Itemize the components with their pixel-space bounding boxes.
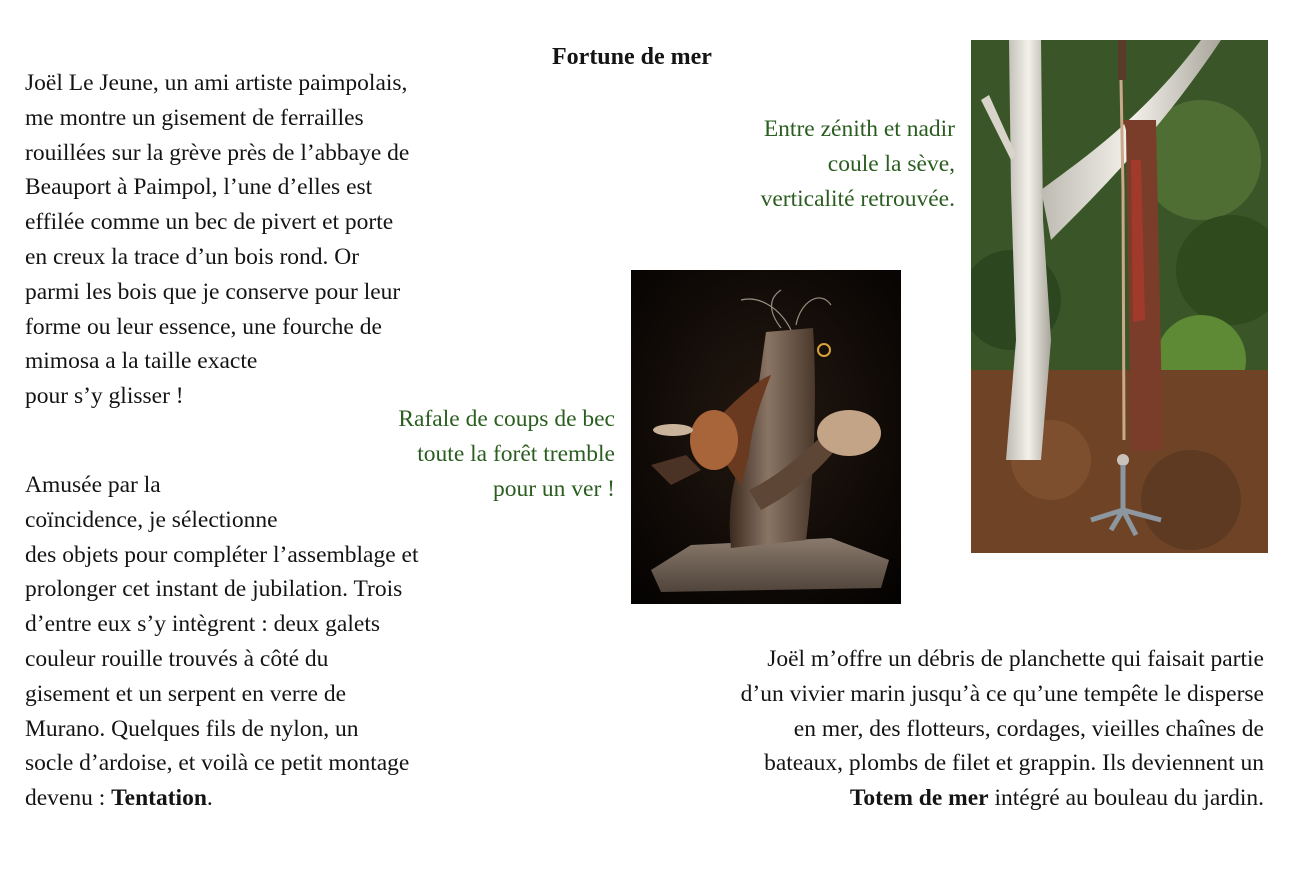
text-line: parmi les bois que je conserve pour leur — [25, 278, 401, 305]
haiku-woodpecker — [398, 402, 615, 507]
text-line: me montre un gisement de ferrailles — [25, 104, 364, 131]
text-line: socle d’ardoise, et voilà ce petit montage — [25, 750, 410, 777]
text-line: coïncidence, je sélectionne — [25, 506, 278, 533]
tentation-paragraph — [25, 468, 419, 816]
intro-paragraph — [25, 66, 409, 414]
text-line: mimosa a la taille exacte — [25, 348, 258, 375]
text-line: Amusée par la — [25, 472, 161, 498]
sculpture-photo — [631, 270, 901, 604]
artwork-name-totem: Totem de mer — [849, 785, 989, 812]
text-fragment: . — [206, 785, 213, 812]
page-title: Fortune de mer — [552, 44, 712, 70]
text-fragment: intégré au bouleau du jardin. — [988, 785, 1264, 812]
text-line: couleur rouille trouvés à côté du — [25, 645, 329, 672]
haiku-line: Rafale de coups de bec — [398, 406, 615, 432]
text-line: en creux la trace d’un bois rond. Or — [25, 243, 360, 270]
text-line: d’un vivier marin jusqu’à ce qu’une tempête le disperse — [740, 680, 1264, 707]
text-line: bateaux, plombs de filet et grappin. Ils deviennent un — [764, 750, 1264, 777]
totem-illustration — [971, 40, 1268, 553]
text-line: des objets pour compléter l’assemblage et — [25, 541, 419, 568]
text-line: gisement et un serpent en verre de — [25, 680, 347, 707]
text-line: Murano. Quelques fils de nylon, un — [25, 715, 359, 742]
text-line: Beauport à Paimpol, l’une d’elles est — [25, 174, 373, 201]
totem-paragraph — [741, 642, 1264, 816]
text-line: Joël m’offre un débris de planchette qui faisait partie — [767, 646, 1264, 672]
text-line: pour s’y glisser ! — [25, 383, 184, 410]
text-line-final — [741, 781, 1264, 816]
text-line: prolonger cet instant de jubilation. Trois — [25, 576, 403, 603]
haiku-line: Entre zénith et nadir — [763, 116, 955, 142]
totem-photo — [971, 40, 1268, 553]
text-line: en mer, des flotteurs, cordages, vieilles chaînes de — [793, 715, 1264, 742]
haiku-verticality — [761, 112, 955, 217]
haiku-line: toute la forêt tremble — [417, 441, 615, 467]
haiku-line: verticalité retrouvée. — [760, 186, 955, 212]
text-fragment: devenu : — [25, 785, 112, 812]
text-line: d’entre eux s’y intègrent : deux galets — [25, 611, 380, 638]
artwork-name-tentation: Tentation — [111, 785, 207, 812]
text-line: Joël Le Jeune, un ami artiste paimpolais, — [25, 70, 408, 96]
haiku-line: pour un ver ! — [492, 476, 615, 502]
text-line: effilée comme un bec de pivert et porte — [25, 209, 394, 236]
text-line: rouillées sur la grève près de l’abbaye de — [25, 139, 410, 166]
text-line: forme ou leur essence, une fourche de — [25, 313, 382, 340]
haiku-line: coule la sève, — [827, 151, 955, 177]
text-line-final — [25, 781, 419, 816]
sculpture-illustration — [631, 270, 901, 604]
